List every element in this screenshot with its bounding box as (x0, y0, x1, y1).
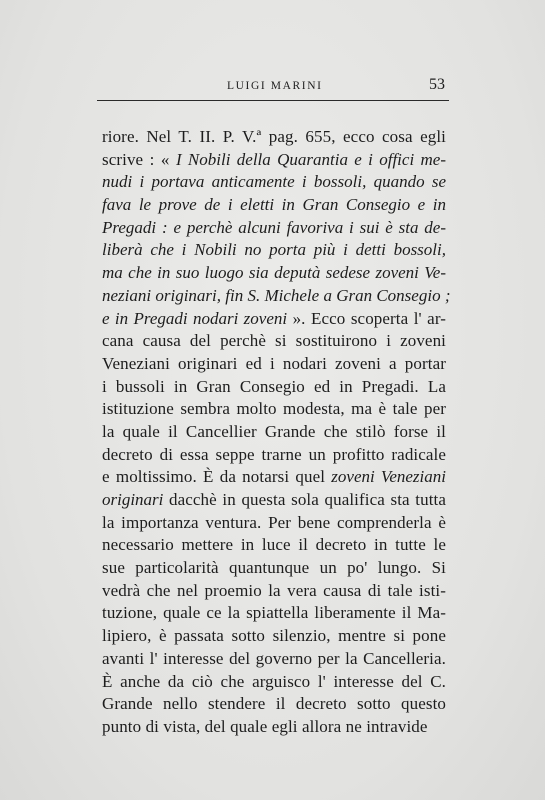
text-line (102, 693, 446, 716)
text-line (102, 149, 446, 172)
italic-quote-span: liberà che i Nobili no porta più i detti bossoli, (102, 240, 446, 260)
text-line (102, 489, 446, 512)
italic-quote-span: e in Pregadi nodari zoveni (102, 308, 288, 328)
page-number: 53 (429, 76, 445, 93)
text-line (102, 648, 446, 671)
text-line (102, 353, 446, 376)
text-span: la quale il Cancellier Grande che stilò forse il (102, 421, 446, 441)
text-span: decreto di essa seppe trarne un profitto radicale (102, 444, 446, 464)
text-line (102, 239, 446, 262)
italic-quote-span: ma che in suo luogo sia deputà sedese zoveni Ve- (102, 263, 446, 283)
body-text (102, 126, 451, 739)
text-span: i bussoli in Gran Consegio ed in Pregadi. La (102, 376, 446, 396)
italic-quote-span: fava le prove de i eletti in Gran Consegio e in (102, 195, 446, 215)
text-span: È anche da ciò che arguisco l' interesse del C. (102, 671, 446, 691)
running-head: LUIGI MARINI (227, 80, 323, 92)
italic-quote-span: originari (102, 490, 164, 509)
text-span: lipiero, è passata sotto silenzio, mentre si pone (102, 626, 446, 646)
text-line (102, 716, 446, 739)
italic-quote-span: Pregadi : e perchè alcuni favoriva i sui è sta de- (102, 217, 446, 237)
text-line (102, 217, 446, 240)
text-span: punto di vista, del quale egli allora ne intravide (102, 716, 428, 736)
text-span: avanti l' interesse del governo per la Cancelleria. (102, 648, 446, 668)
text-line (102, 580, 446, 603)
italic-quote-span: neziani originari, fin S. Michele a Gran Consegio ; (102, 285, 451, 305)
text-line (102, 308, 446, 331)
italic-quote-span: I Nobili della Quarantia e i offici me- (175, 149, 446, 169)
text-line (102, 330, 446, 353)
text-span: vedrà che nel proemio la vera causa di tale isti- (102, 580, 446, 600)
text-span: istituzione sembra molto modesta, ma è tale per (102, 399, 446, 419)
text-line (102, 398, 446, 421)
text-line (102, 285, 451, 308)
page-header (97, 74, 449, 101)
text-span: Veneziani originari ed i nodari zoveni a portar (102, 353, 446, 373)
text-span: la importanza ventura. Per bene comprenderla è (102, 512, 446, 532)
text-span: necessario mettere in luce il decreto in tutte le (102, 535, 446, 555)
text-line (102, 557, 446, 580)
text-span: cana causa del perchè si sostituirono i zoveni (102, 331, 446, 351)
text-line (102, 376, 446, 399)
text-line (102, 171, 446, 194)
text-span: e moltissimo. È da notarsi quel (102, 467, 332, 487)
text-span: riore. Nel T. II. P. V.ª pag. 655, ecco cosa egli (102, 127, 446, 146)
text-span: tuzione, quale ce la spiattella liberamente il Ma- (102, 603, 446, 623)
italic-quote-span: nudi i portava anticamente i bossoli, quando se (102, 172, 446, 192)
text-line (102, 512, 446, 535)
text-line (102, 534, 446, 557)
text-span: sue particolarità quantunque un po' lungo. Si (102, 558, 446, 578)
text-span: ». Ecco scoperta l' ar- (287, 308, 446, 328)
text-span: Grande nello stendere il decreto sotto questo (102, 694, 446, 714)
text-line (102, 126, 446, 149)
text-line (102, 671, 446, 694)
text-span: dacchè in questa sola qualifica sta tutta (163, 490, 446, 509)
text-line (102, 194, 446, 217)
text-line (102, 625, 446, 648)
text-line (102, 444, 446, 467)
text-line (102, 421, 446, 444)
italic-quote-span: zoveni Veneziani (331, 467, 446, 487)
text-span: scrive : « (102, 149, 176, 169)
text-line (102, 262, 446, 285)
text-line (102, 602, 446, 625)
text-line (102, 466, 446, 489)
